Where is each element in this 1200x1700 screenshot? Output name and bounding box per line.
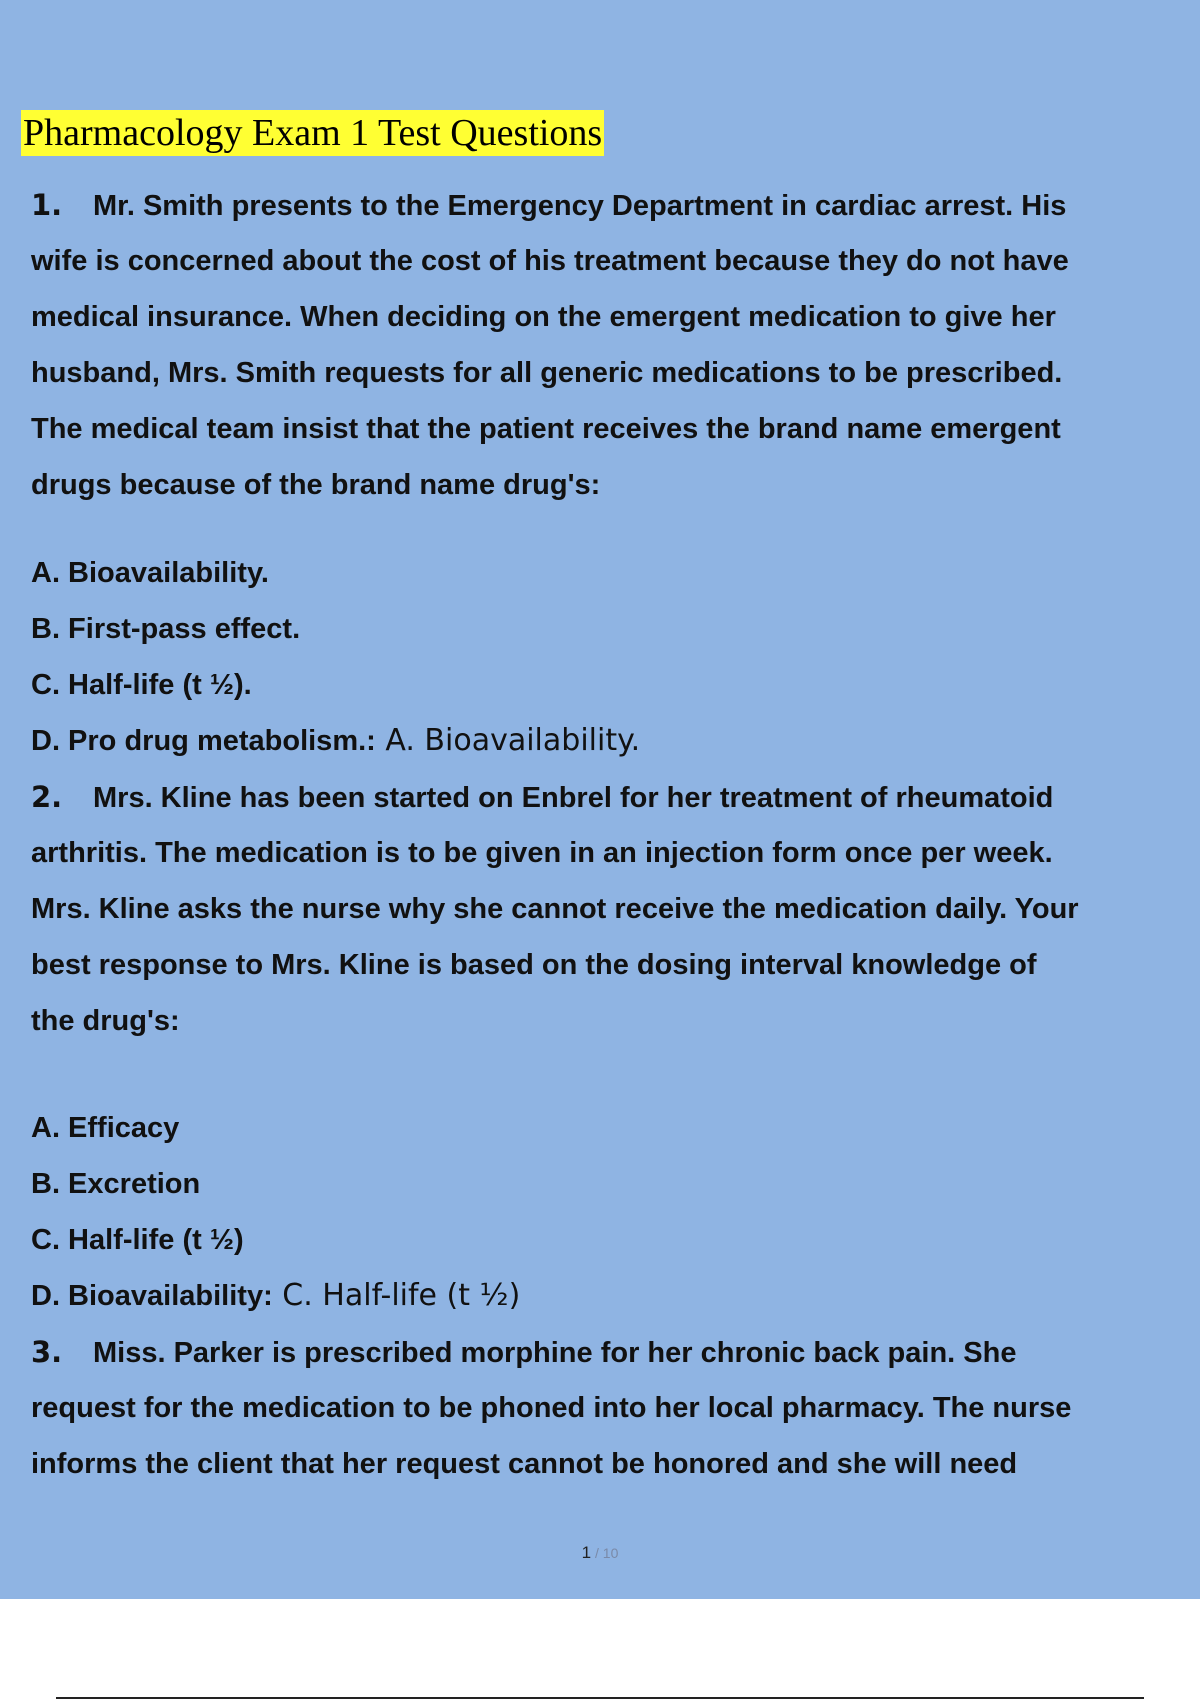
footer-divider [56,1697,1144,1699]
question-text: Mrs. Kline has been started on Enbrel for her treatment of rheumatoid [93,782,1054,814]
question-2-line-5: the drug's: [31,1005,180,1037]
option-c: C. Half-life (t ½). [31,669,252,701]
question-number: 3. [31,1335,63,1369]
option-b: B. First-pass effect. [31,613,301,645]
question-1-line-2: wife is concerned about the cost of his treatment because they do not have [31,245,1069,277]
question-3-line-3: informs the client that her request cannot be honored and she will need [31,1448,1018,1480]
question-2-options [31,1100,1196,1324]
option-c: C. Half-life (t ½) [31,1224,244,1256]
option-d [31,1268,1196,1324]
question-1-line-6: drugs because of the brand name drug's: [31,469,601,501]
question-1-line-5: The medical team insist that the patient receives the brand name emergent [31,413,1061,445]
option-d-label: D. Bioavailability: [31,1280,273,1312]
question-1-line-1 [31,177,1196,233]
page-number [0,1543,1200,1563]
document-title: Pharmacology Exam 1 Test Questions [23,112,603,154]
question-3-line-1 [31,1324,1196,1380]
question-text: Miss. Parker is prescribed morphine for her chronic back pain. She [93,1337,1017,1369]
question-1-line-3: medical insurance. When deciding on the emergent medication to give her [31,301,1056,333]
question-text: Mr. Smith presents to the Emergency Department in cardiac arrest. His [93,190,1067,222]
question-number: 2. [31,780,63,814]
question-1-line-4: husband, Mrs. Smith requests for all generic medications to be prescribed. [31,357,1063,389]
question-2-line-2: arthritis. The medication is to be given in an injection form once per week. [31,837,1053,869]
question-2 [31,769,1196,1049]
option-a: A. Bioavailability. [31,557,269,589]
option-b: B. Excretion [31,1168,201,1200]
question-1-options [31,545,1196,769]
option-d [31,713,1196,769]
question-2-line-1 [31,769,1196,825]
question-3 [31,1324,1196,1492]
answer: A. Bioavailability. [375,723,641,758]
page-total: / 10 [591,1545,619,1561]
question-2-line-3: Mrs. Kline asks the nurse why she cannot receive the medication daily. Your [31,893,1079,925]
option-d-label: D. Pro drug metabolism.: [31,725,376,757]
page-current: 1 [581,1543,592,1562]
question-3-line-2: request for the medication to be phoned into her local pharmacy. The nurse [31,1392,1072,1424]
question-1 [31,177,1196,513]
answer: C. Half-life (t ½) [272,1278,521,1313]
question-number: 1. [31,188,63,222]
question-2-line-4: best response to Mrs. Kline is based on the dosing interval knowledge of [31,949,1037,981]
option-a: A. Efficacy [31,1112,180,1144]
